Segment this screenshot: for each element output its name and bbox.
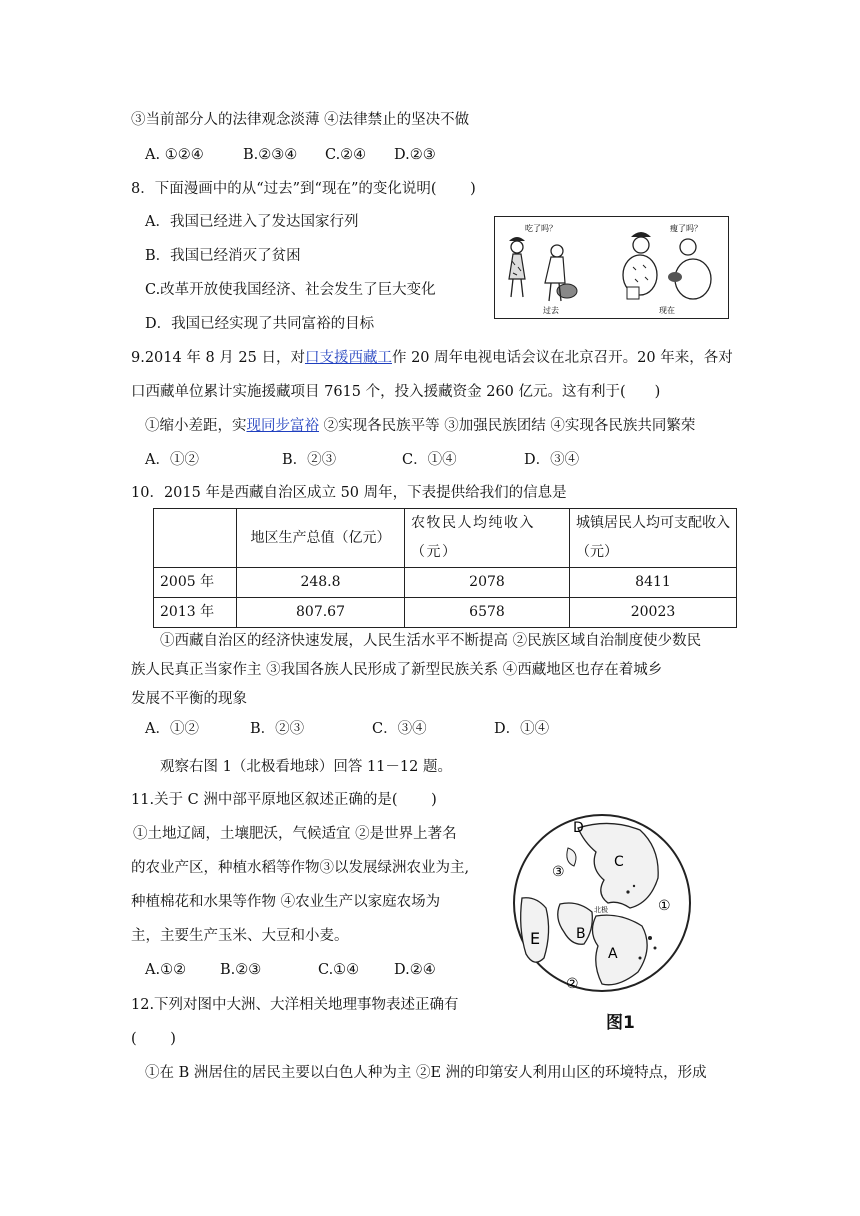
q10-statement-line3: 发展不平衡的现象: [131, 691, 247, 707]
map-label-b: B: [576, 926, 586, 942]
q8-option-b: B．我国已经消灭了贫困: [145, 248, 301, 264]
q10-option-a: A．①②: [145, 721, 199, 737]
q10-option-d: D．①④: [494, 721, 550, 737]
table-cell-year: 2005 年: [154, 568, 237, 598]
q7-option-b: B.②③④: [243, 147, 298, 163]
cartoon-illustration: [495, 217, 728, 318]
q7-option-d: D.②③: [394, 147, 436, 163]
q9-link-common-prosperity[interactable]: 现同步富裕: [246, 418, 319, 434]
q9-line3-end: ②实现各民族平等 ③加强民族团结 ④实现各民族共同繁荣: [319, 418, 696, 434]
tibet-data-table: [153, 508, 737, 628]
q11-12-intro: 观察右图 1（北极看地球）回答 11－12 题。: [160, 759, 452, 775]
map-label-2: ②: [566, 976, 579, 992]
map-caption: 图1: [606, 1013, 635, 1033]
map-label-north-pole: 北极: [594, 906, 608, 914]
q11-option-c: C.①④: [318, 962, 360, 978]
q9-line2: 口西藏单位累计实施援藏项目 7615 个，投入援藏资金 260 亿元。这有利于( ): [131, 384, 661, 400]
table-row: [154, 598, 737, 628]
bubble-right-text: 瘦了吗？: [670, 224, 702, 233]
q10-statement-line1: ①西藏自治区的经济快速发展，人民生活水平不断提高 ②民族区域自治制度使少数民: [160, 633, 702, 649]
q10-statement-line2: 族人民真正当家作主 ③我国各族人民形成了新型民族关系 ④西藏地区也存在着城乡: [131, 662, 663, 678]
table-header-row: [154, 509, 737, 568]
q10-option-b: B．②③: [250, 721, 305, 737]
q8-option-d: D．我国已经实现了共同富裕的目标: [145, 316, 375, 332]
cartoon-label-past: 过去: [543, 306, 559, 315]
table-header-urban-income: 城镇居民人均可支配收入（元）: [570, 509, 737, 568]
polar-map-figure: [500, 808, 712, 1003]
q11-line3: 种植棉花和水果等作物 ④农业生产以家庭农场为: [131, 894, 441, 910]
q9-option-d: D．③④: [524, 452, 580, 468]
q9-option-c: C．①④: [402, 452, 457, 468]
polar-map: [500, 808, 712, 1003]
q9-link-support-tibet[interactable]: 口支援西藏工: [304, 350, 392, 366]
q8-option-c: C.改革开放使我国经济、社会发生了巨大变化: [145, 282, 436, 298]
map-label-3: ③: [552, 864, 565, 880]
cartoon-label-now: 现在: [659, 306, 675, 315]
map-label-a: A: [608, 946, 618, 962]
q9-option-b: B．②③: [282, 452, 337, 468]
table-cell-gdp: 807.67: [237, 598, 405, 628]
q10-option-c: C．③④: [372, 721, 427, 737]
q9-line3: [145, 416, 695, 436]
bubble-left-text: 吃了吗？: [525, 224, 557, 233]
map-label-e: E: [530, 929, 541, 948]
q11-line4: 主，主要生产玉米、大豆和小麦。: [131, 928, 349, 944]
q9-line3-start: ①缩小差距，实: [145, 418, 247, 434]
table-cell-urban: 20023: [570, 598, 737, 628]
q11-option-d: D.②④: [394, 962, 436, 978]
q9-option-a: A．①②: [145, 452, 199, 468]
table-header-rural-income: 农牧民人均纯收入（元）: [405, 509, 570, 568]
map-label-1: ①: [658, 898, 671, 914]
q7-option-c: C.②④: [325, 147, 367, 163]
q11-line2: 的农业产区，种植水稻等作物③以发展绿洲农业为主,: [131, 860, 470, 876]
table-cell-year: 2013 年: [154, 598, 237, 628]
q7-option-a: A. ①②④: [145, 147, 204, 163]
q8-stem: 8．下面漫画中的从“过去”到“现在”的变化说明( ): [131, 181, 476, 197]
q12-statement-line: ①在 B 洲居住的居民主要以白色人种为主 ②E 洲的印第安人利用山区的环境特点，形成: [145, 1065, 707, 1081]
table-cell-rural: 2078: [405, 568, 570, 598]
cartoon-figure: [494, 216, 729, 319]
q9-line1-start: 9.2014 年 8 月 25 日，对: [131, 350, 305, 366]
table-row: [154, 568, 737, 598]
q7-statement-line: ③当前部分人的法律观念淡薄 ④法律禁止的坚决不做: [131, 112, 470, 128]
q11-stem: 11.关于 C 洲中部平原地区叙述正确的是( ): [131, 792, 437, 808]
table-cell-rural: 6578: [405, 598, 570, 628]
q11-option-a: A.①②: [145, 962, 187, 978]
q9-line1: [131, 348, 733, 368]
map-label-d: D: [573, 820, 584, 836]
table-header-gdp: 地区生产总值（亿元）: [237, 509, 405, 568]
map-label-c: C: [614, 854, 624, 870]
q11-option-b: B.②③: [220, 962, 262, 978]
q8-option-a: A．我国已经进入了发达国家行列: [145, 214, 359, 230]
table-header-empty: [154, 509, 237, 568]
q12-stem: 12.下列对图中大洲、大洋相关地理事物表述正确有: [131, 997, 459, 1013]
q12-stem-bracket: ( ): [131, 1031, 176, 1047]
q9-line1-end: 作 20 周年电视电话会议在北京召开。20 年来，各对: [391, 350, 733, 366]
q11-line1: ①土地辽阔，土壤肥沃，气候适宜 ②是世界上著名: [133, 826, 457, 842]
q10-stem: 10．2015 年是西藏自治区成立 50 周年，下表提供给我们的信息是: [131, 485, 567, 501]
table-cell-gdp: 248.8: [237, 568, 405, 598]
table-cell-urban: 8411: [570, 568, 737, 598]
